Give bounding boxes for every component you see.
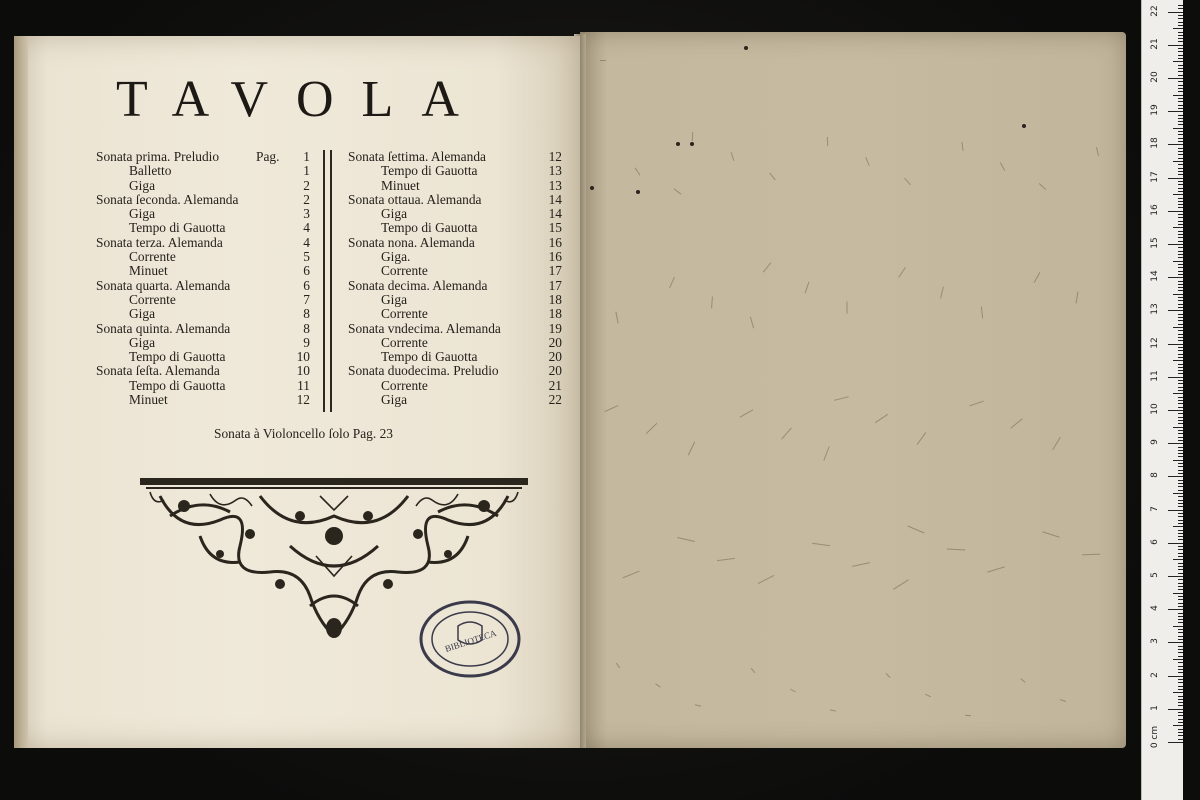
toc-entry-page: 5 bbox=[303, 249, 310, 265]
toc-entry-label: Sonata quinta. Alemanda bbox=[96, 320, 231, 336]
paper-speck bbox=[590, 186, 594, 190]
toc-entry-page: 22 bbox=[548, 392, 562, 408]
toc-entry bbox=[348, 364, 562, 378]
ruler-number: 12 bbox=[1150, 336, 1160, 349]
ruler-number: 2 bbox=[1150, 671, 1160, 678]
toc-left-column bbox=[96, 150, 310, 407]
toc-entry-label: Sonata decima. Alemanda bbox=[348, 277, 488, 293]
toc-entry bbox=[348, 336, 562, 350]
ruler-tick bbox=[1168, 642, 1184, 643]
toc-entry-page: 17 bbox=[548, 277, 562, 293]
toc-entry bbox=[348, 236, 562, 250]
toc-entry-label: Giga bbox=[129, 206, 156, 222]
paper-fiber bbox=[846, 301, 847, 313]
toc-entry bbox=[96, 379, 310, 393]
toc-entry-label: Giga bbox=[381, 291, 408, 307]
ruler-number: 16 bbox=[1150, 204, 1160, 216]
ruler-tick bbox=[1168, 178, 1184, 179]
toc-entry bbox=[96, 250, 310, 264]
toc-entry-label: Minuet bbox=[129, 392, 168, 408]
toc-entry-page: 18 bbox=[548, 291, 562, 307]
ruler-tick bbox=[1168, 78, 1184, 79]
ruler-number: 10 bbox=[1150, 403, 1160, 415]
ruler-tick bbox=[1168, 476, 1184, 477]
toc-entry bbox=[348, 250, 562, 264]
toc-entry-label: Giga. bbox=[381, 249, 411, 265]
toc-entry-page: 10 bbox=[296, 349, 310, 365]
ruler-tick bbox=[1168, 543, 1184, 544]
toc-entry-page: 17 bbox=[548, 263, 562, 279]
toc-entry-label: Corrente bbox=[129, 249, 176, 265]
cello-sonata-line: Sonata à Violoncello ſolo Pag. 23 bbox=[214, 426, 393, 441]
ruler-number: 19 bbox=[1150, 104, 1160, 116]
ruler-tick bbox=[1168, 742, 1184, 743]
ruler-tick bbox=[1168, 144, 1184, 145]
toc-entry-label: Sonata terza. Alemanda bbox=[96, 234, 223, 250]
toc-entry-page: 7 bbox=[303, 291, 310, 307]
toc-entry-label: Sonata quarta. Alemanda bbox=[96, 277, 231, 293]
toc-entry-label: Corrente bbox=[129, 291, 176, 307]
ruler-number: 22 bbox=[1150, 4, 1160, 17]
toc-entry-page: 2 bbox=[303, 191, 310, 207]
toc-entry-page: 12 bbox=[296, 392, 310, 408]
toc-entry-label: Minuet bbox=[381, 177, 420, 193]
toc-entry-label: Giga bbox=[129, 177, 156, 193]
toc-entry-page: 10 bbox=[296, 363, 310, 379]
toc-entry bbox=[348, 193, 562, 207]
toc-entry-page: 20 bbox=[548, 349, 562, 365]
toc-entry-page: 12 bbox=[548, 149, 562, 164]
ruler-number: 15 bbox=[1150, 237, 1160, 249]
left-page-edge bbox=[14, 36, 28, 748]
ruler-number: 3 bbox=[1150, 638, 1160, 645]
toc-entry bbox=[96, 293, 310, 307]
ruler-tick bbox=[1168, 344, 1184, 345]
ruler-tick bbox=[1168, 111, 1184, 112]
ruler-number: 6 bbox=[1150, 538, 1160, 545]
toc-entry bbox=[96, 221, 310, 235]
ruler-tick bbox=[1168, 576, 1184, 577]
toc-entry-page: 8 bbox=[303, 320, 310, 336]
toc-entry bbox=[348, 307, 562, 321]
toc-right-column bbox=[348, 150, 562, 407]
ruler-number: 21 bbox=[1150, 38, 1160, 50]
toc-entry-label: Tempo di Gauotta bbox=[129, 377, 226, 393]
toc-entry bbox=[348, 293, 562, 307]
toc-entry-label: Balletto bbox=[129, 163, 172, 179]
ruler-number: 20 bbox=[1150, 71, 1160, 83]
toc-entry-page: 2 bbox=[303, 177, 310, 193]
toc-entry bbox=[96, 236, 310, 250]
toc-entry-label: Corrente bbox=[381, 377, 428, 393]
ruler-tick bbox=[1168, 410, 1184, 411]
toc-entry-label: Sonata ſeſta. Alemanda bbox=[96, 363, 220, 379]
toc-entry bbox=[348, 379, 562, 393]
ruler-number: 18 bbox=[1150, 137, 1160, 150]
toc-entry bbox=[348, 264, 562, 278]
ruler-tick bbox=[1168, 609, 1184, 610]
toc-entry bbox=[96, 193, 310, 207]
paper-speck bbox=[1022, 124, 1026, 128]
toc-entry bbox=[348, 179, 562, 193]
toc-entry-label: Sonata vndecima. Alemanda bbox=[348, 320, 501, 336]
toc-entry bbox=[96, 164, 310, 178]
toc-entry bbox=[348, 207, 562, 221]
toc-entry-page: 3 bbox=[303, 206, 310, 222]
toc-entry bbox=[348, 221, 562, 235]
toc-entry-page: 11 bbox=[297, 377, 310, 393]
ruler-tick bbox=[1168, 443, 1184, 444]
ruler-number: 9 bbox=[1150, 439, 1160, 446]
toc-entry bbox=[96, 179, 310, 193]
toc-entry-label: Sonata ottaua. Alemanda bbox=[348, 191, 482, 207]
toc-entry-page: 14 bbox=[548, 206, 562, 222]
ruler-tick bbox=[1168, 310, 1184, 311]
ruler-tick bbox=[1168, 211, 1184, 212]
toc-entry-label: Sonata prima. Preludio bbox=[96, 149, 220, 164]
toc-entry bbox=[96, 322, 310, 336]
toc-entry bbox=[348, 150, 562, 164]
ruler-shadow bbox=[1183, 0, 1200, 800]
toc-entry-label: Sonata ſeconda. Alemanda bbox=[96, 191, 239, 207]
ruler-tick bbox=[1168, 510, 1184, 511]
toc-entry bbox=[96, 150, 310, 164]
ruler-tick bbox=[1168, 676, 1184, 677]
ruler-tick bbox=[1168, 277, 1184, 278]
ruler-tick bbox=[1168, 244, 1184, 245]
toc-entry bbox=[96, 336, 310, 350]
toc-entry-page: 18 bbox=[548, 306, 562, 322]
toc-entry bbox=[348, 164, 562, 178]
ruler-number: 11 bbox=[1150, 370, 1160, 382]
ruler-number: 1 bbox=[1150, 704, 1160, 711]
toc-entry-page: 9 bbox=[303, 334, 310, 350]
toc-entry-page: 15 bbox=[548, 220, 562, 236]
toc-entry bbox=[96, 364, 310, 378]
pag-label: Pag. bbox=[256, 149, 280, 164]
library-stamp bbox=[418, 598, 522, 680]
toc-entry bbox=[348, 350, 562, 364]
toc-entry-label: Tempo di Gauotta bbox=[129, 220, 226, 236]
toc-entry-page: 13 bbox=[548, 163, 562, 179]
toc-entry bbox=[96, 307, 310, 321]
toc-entry-page: 6 bbox=[303, 263, 310, 279]
toc-entry-label: Corrente bbox=[381, 306, 428, 322]
toc-entry-label: Tempo di Gauotta bbox=[381, 220, 478, 236]
toc-entry-label: Corrente bbox=[381, 334, 428, 350]
ruler-number: 14 bbox=[1150, 270, 1160, 282]
toc-entry-page: 19 bbox=[548, 320, 562, 336]
page-title: TAVOLA bbox=[116, 71, 487, 128]
ruler-tick bbox=[1168, 709, 1184, 710]
toc-entry-page: 4 bbox=[303, 220, 310, 236]
ruler-tick bbox=[1168, 12, 1184, 13]
toc-entry-page: 13 bbox=[548, 177, 562, 193]
toc-entry bbox=[96, 264, 310, 278]
toc-entry-page: 1 bbox=[303, 149, 310, 164]
toc-entry-label: Sonata ſettima. Alemanda bbox=[348, 149, 486, 164]
ruler-number: 13 bbox=[1150, 303, 1160, 316]
stamp-text: BIBLIOTECA bbox=[443, 627, 498, 654]
toc-entry bbox=[96, 350, 310, 364]
column-divider bbox=[320, 150, 334, 412]
toc-entry-page: 20 bbox=[548, 363, 562, 379]
toc-entry-label: Tempo di Gauotta bbox=[129, 349, 226, 365]
toc-entry-page: 16 bbox=[548, 234, 562, 250]
toc-entry-label: Minuet bbox=[129, 263, 168, 279]
paper-speck bbox=[676, 142, 680, 146]
toc-entry bbox=[348, 393, 562, 407]
ruler-number: 17 bbox=[1150, 170, 1160, 183]
ruler-number: 0 cm bbox=[1150, 725, 1160, 749]
ruler-number: 7 bbox=[1150, 505, 1160, 512]
toc-entry-label: Corrente bbox=[381, 263, 428, 279]
toc-entry-page: 8 bbox=[303, 306, 310, 322]
toc-entry-label: Giga bbox=[129, 334, 156, 350]
paper-speck bbox=[690, 142, 694, 146]
ruler-tick bbox=[1168, 377, 1184, 378]
toc-entry-page: 6 bbox=[303, 277, 310, 293]
toc-entry bbox=[96, 207, 310, 221]
toc-entry bbox=[348, 322, 562, 336]
toc-entry bbox=[96, 279, 310, 293]
ruler-number: 5 bbox=[1150, 572, 1160, 578]
toc-entry-label: Sonata nona. Alemanda bbox=[348, 234, 475, 250]
ruler-tick bbox=[1168, 45, 1184, 46]
ruler-number: 4 bbox=[1150, 605, 1160, 612]
toc-entry-label: Giga bbox=[381, 392, 408, 408]
measuring-ruler bbox=[1141, 0, 1184, 800]
toc-entry-label: Tempo di Gauotta bbox=[381, 349, 478, 365]
toc-entry-page: 4 bbox=[303, 234, 310, 250]
toc-entry-label: Sonata duodecima. Preludio bbox=[348, 363, 499, 379]
paper-speck bbox=[744, 46, 748, 50]
toc-entry-page: 1 bbox=[303, 163, 310, 179]
toc-entry bbox=[96, 393, 310, 407]
toc-entry-page: 21 bbox=[548, 377, 562, 393]
toc-entry bbox=[348, 279, 562, 293]
right-blank-page bbox=[580, 32, 1126, 748]
toc-entry-page: 16 bbox=[548, 249, 562, 265]
ruler-number: 8 bbox=[1150, 472, 1160, 479]
paper-speck bbox=[636, 190, 640, 194]
toc-entry-label: Tempo di Gauotta bbox=[381, 163, 478, 179]
toc-entry-page: 20 bbox=[548, 334, 562, 350]
toc-entry-label: Giga bbox=[129, 306, 156, 322]
toc-entry-page: 14 bbox=[548, 191, 562, 207]
toc-entry-label: Giga bbox=[381, 206, 408, 222]
paper-fiber bbox=[600, 60, 606, 61]
